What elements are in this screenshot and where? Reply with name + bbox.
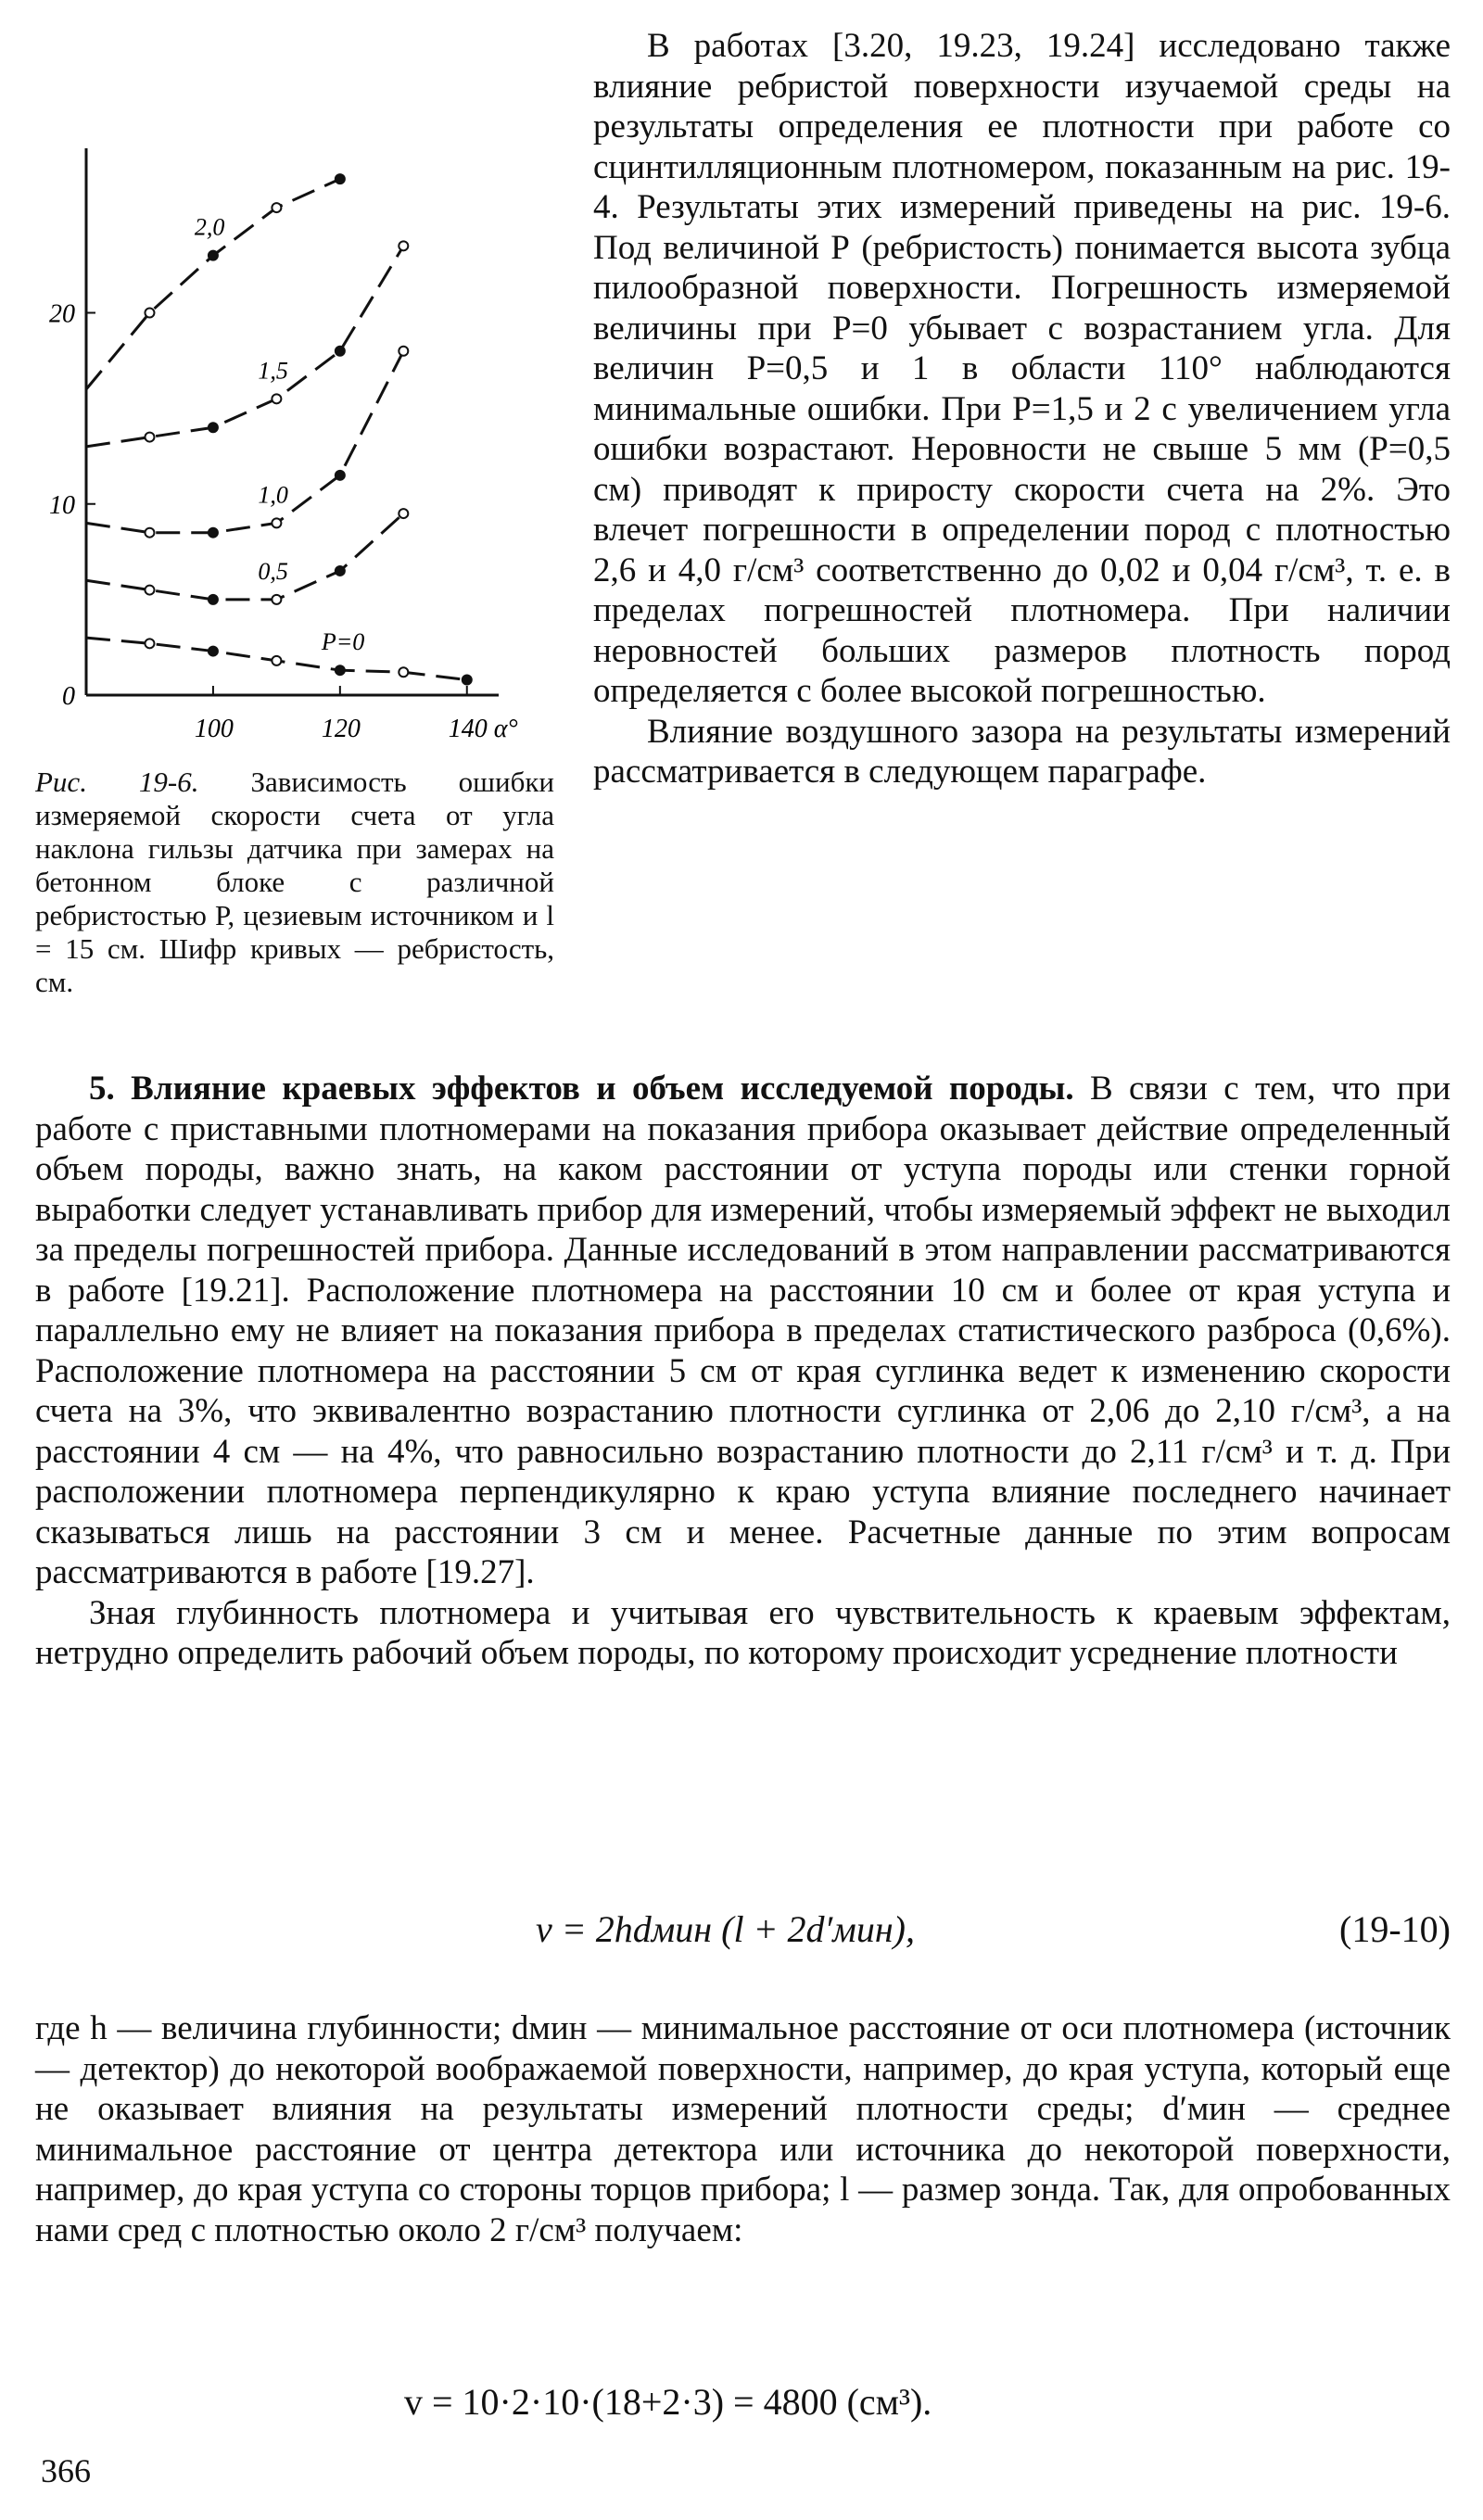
formula-expression: v = 2hdмин (l + 2d′мин),	[536, 1908, 915, 1950]
curve-label: 0,5	[258, 557, 288, 585]
figure-caption	[35, 766, 554, 999]
data-point	[145, 586, 154, 595]
curve-label: 1,5	[258, 357, 288, 385]
paragraph-4: Зная глубинность плотномера и учитывая его чувствительность к краевым эффектам, нетрудно определить рабочий объем породы, по которому происходит усреднение плотности	[35, 1593, 1451, 1672]
data-point	[145, 433, 154, 442]
data-point	[209, 528, 218, 538]
x-tick-label: 120	[321, 715, 361, 743]
chart-curves	[86, 174, 472, 684]
curve-label: P=0	[321, 628, 365, 656]
y-tick-label: 10	[49, 490, 75, 520]
data-point	[209, 251, 218, 260]
page-number: 366	[41, 2452, 91, 2489]
caption-line: с различной ребристостью Р,	[35, 866, 554, 931]
caption-line: Шифр кривых — ребристость, см.	[35, 932, 555, 998]
series-curve	[86, 351, 403, 533]
data-point	[145, 528, 154, 538]
data-point	[209, 647, 218, 656]
data-point	[209, 595, 218, 604]
formula-number: (19-10)	[1339, 1908, 1451, 1950]
curve-label: 1,0	[258, 481, 288, 509]
caption-label: Рис. 19-6.	[35, 766, 199, 798]
data-point	[336, 174, 345, 184]
paragraph-5: где h — величина глубинности; dмин — минимальное расстояние от оси плотномера (источник — детектор) до некоторой воображаемой поверхности, например, до края уступа, который еще не оказывает влияния на результаты измерений плотности среды; d′мин — среднее минимальное расстояние от центра детектора или источника до некоторой поверхности, например, до края уступа со стороны торцов прибора; l — размер зонда. Так, для опробованных нами сред с плотностью около 2 г/см³ получаем:	[35, 2009, 1451, 2249]
x-tick-label: 140 α°	[448, 715, 518, 743]
data-point	[399, 509, 408, 518]
data-point	[272, 394, 281, 403]
data-point	[463, 676, 472, 685]
y-tick-label: 20	[49, 299, 75, 329]
x-tick-label: 100	[194, 715, 234, 743]
formula-result-expression: v = 10·2·10·(18+2·3) = 4800 (см³).	[404, 2381, 932, 2423]
caption-line: измеряемой скорости счета	[35, 799, 416, 831]
data-point	[272, 656, 281, 665]
data-point	[145, 309, 154, 318]
caption-line: Зависимость ошибки	[250, 766, 554, 798]
data-point	[399, 241, 408, 250]
paragraph-1: В работах [3.20, 19.23, 19.24] исследовано также влияние ребристой поверхности изучаемой среды на результаты определения ее плотности при работе со сцинтилляционным плотномером, показанным на рис. 19-4. Результаты этих измерений приведены на рис. 19-6. Под величиной Р (ребристость) понимается высота зубца пилообразной поверхности. Погрешность измеряемой величины при Р=0 убывает с возрастанием угла. Для величин Р=0,5 и 1 в области 110° наблюдаются минимальные ошибки. При Р=1,5 и 2 с увеличением угла ошибки возрастают. Неровности не свыше 5 мм (Р=0,5 см) приводят к приросту скорости счета на 2%. Это влечет погрешности в определении пород с плотностью 2,6 и 4,0 г/см³ соответственно до 0,02 и 0,04 г/см³, т. е. в пределах погрешностей плотномера. При наличии неровностей больших размеров плотность пород определяется с более высокой погрешностью.	[593, 27, 1451, 710]
data-point	[336, 347, 345, 356]
data-point	[336, 471, 345, 480]
curve-label: 2,0	[194, 213, 225, 241]
paragraph-3	[35, 1069, 1451, 1593]
data-point	[336, 665, 345, 675]
data-point	[272, 595, 281, 604]
section-heading: 5. Влияние краевых эффектов и объем исследуемой породы.	[89, 1070, 1074, 1108]
right-column	[593, 26, 1451, 792]
series-curve	[86, 513, 403, 600]
paragraph-3-body: В связи с тем, что при работе с приставными плотномерами на показания прибора оказывает действие определенный объем породы, важно знать, на каком расстоянии от уступа породы или стенки горной выработки следует устанавливать прибор для измерений, чтобы измеряемый эффект не выходил за пределы погрешностей прибора. Данные исследований в этом направлении рассматриваются в работе [19.21]. Расположение плотномера на расстоянии 10 см и более от края уступа и параллельно ему не влияет на показания прибора в пределах статистического разброса (0,6%). Расположение плотномера на расстоянии 5 см от края суглинка ведет к изменению скорости счета на 3%, что эквивалентно возрастанию плотности суглинка от 2,06 до 2,10 г/см³, а на расстоянии 4 см — на 4%, что равносильно возрастанию плотности до 2,11 г/см³ и т. д. При расположении плотномера перпендикулярно к краю уступа влияние последнего начинает сказываться лишь на расстоянии 3 см и менее. Расчетные данные по этим вопросам рассматриваются в работе [19.27].	[35, 1070, 1451, 1591]
data-point	[145, 639, 154, 648]
series-curve	[86, 246, 403, 447]
caption-line: цезиевым источником и l = 15 см.	[35, 899, 555, 965]
data-point	[272, 518, 281, 527]
chart-labels	[195, 214, 364, 656]
caption-line: от угла наклона гильзы датчика	[35, 799, 555, 865]
paragraph-2: Влияние воздушного зазора на результаты измерений рассматривается в следующем параграфе.	[593, 712, 1451, 791]
figure-19-6	[35, 56, 554, 779]
series-curve	[86, 179, 340, 389]
data-point	[399, 667, 408, 677]
data-point	[272, 203, 281, 212]
data-point	[336, 566, 345, 576]
paragraph-5-block	[35, 2008, 1451, 2250]
data-point	[209, 423, 218, 432]
data-point	[399, 347, 408, 356]
section-5	[35, 1069, 1451, 1674]
caption-line: при замерах на бетонном блоке	[35, 832, 555, 898]
chart-axes	[86, 148, 499, 695]
y-tick-label: 0	[62, 682, 75, 711]
